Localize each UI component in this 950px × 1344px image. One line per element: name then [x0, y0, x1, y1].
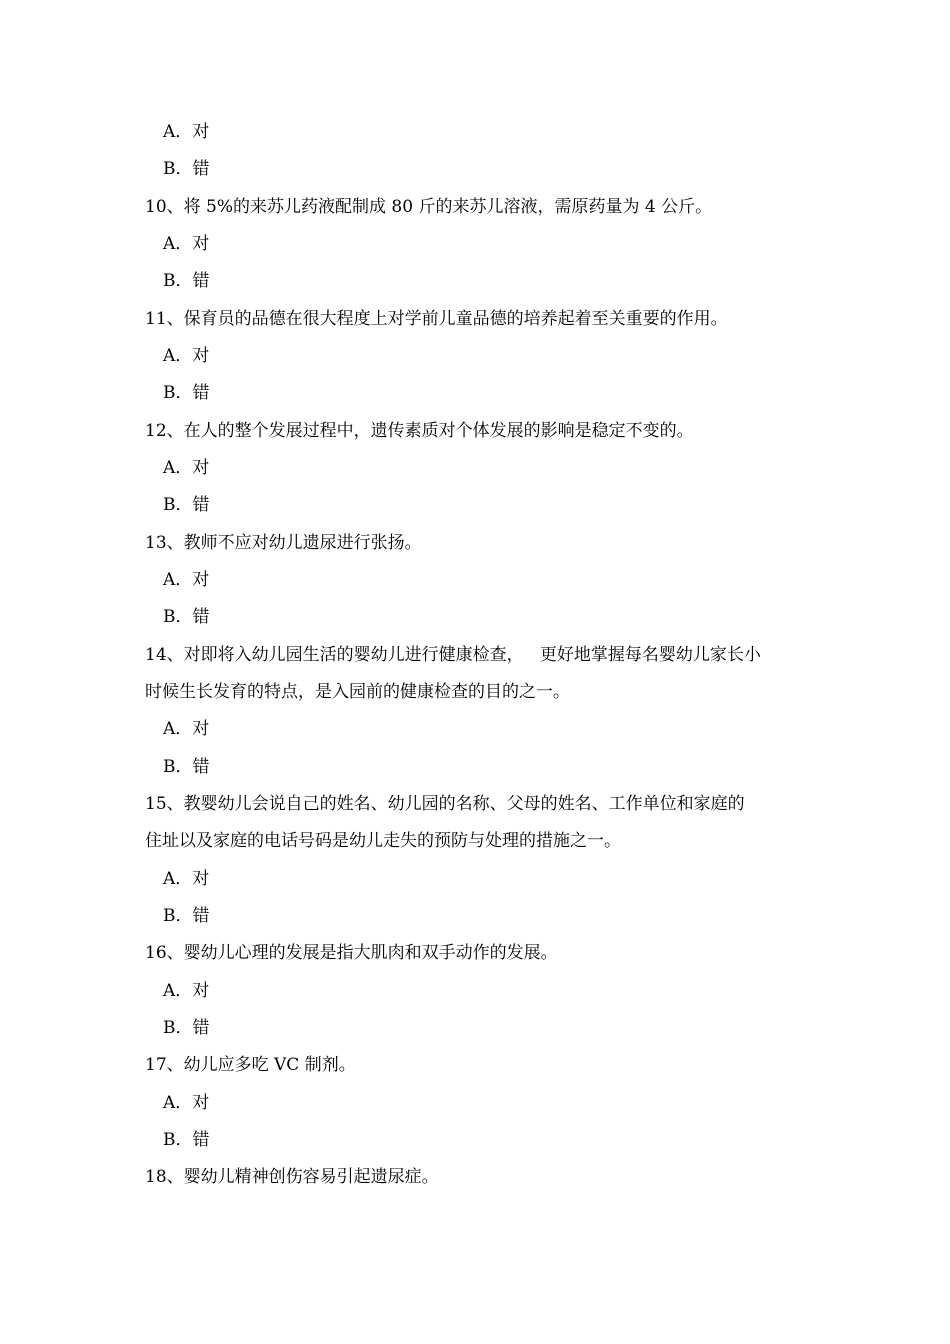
option-b-q12: B．错 [163, 495, 210, 515]
question-10: 10、将 5%的来苏儿药液配制成 80 斤的来苏儿溶液，需原药量为 4 公斤。 [145, 197, 713, 217]
option-a-q15: A．对 [163, 869, 210, 889]
question-15-line-2: 住址以及家庭的电话号码是幼儿走失的预防与处理的措施之一。 [145, 831, 621, 851]
question-14-line-2: 时候生长发育的特点，是入园前的健康检查的目的之一。 [145, 682, 570, 702]
question-17: 17、幼儿应多吃 VC 制剂。 [145, 1055, 356, 1075]
option-a-q12: A．对 [163, 458, 210, 478]
question-14-line-1: 14、对即将入幼儿园生活的婴幼儿进行健康检查， 更好地掌握每名婴幼儿家长小 [145, 645, 761, 665]
question-15-line-1: 15、教婴幼儿会说自己的姓名、幼儿园的名称、父母的姓名、工作单位和家庭的 [145, 794, 745, 814]
option-b-q17: B．错 [163, 1130, 210, 1150]
option-b-q11: B．错 [163, 383, 210, 403]
option-b-q16: B．错 [163, 1018, 210, 1038]
option-a-q13: A．对 [163, 570, 210, 590]
option-b-q10: B．错 [163, 271, 210, 291]
option-b-q9: B．错 [163, 159, 210, 179]
option-b-q15: B．错 [163, 906, 210, 926]
question-11: 11、保育员的品德在很大程度上对学前儿童品德的培养起着至关重要的作用。 [145, 309, 728, 329]
option-b-q13: B．错 [163, 607, 210, 627]
question-12: 12、在人的整个发展过程中，遗传素质对个体发展的影响是稳定不变的。 [145, 421, 694, 441]
option-a-q11: A．对 [163, 346, 210, 366]
option-a-q9: A．对 [163, 122, 210, 142]
option-a-q14: A．对 [163, 719, 210, 739]
option-a-q10: A．对 [163, 234, 210, 254]
question-13: 13、教师不应对幼儿遗尿进行张扬。 [145, 533, 422, 553]
option-a-q16: A．对 [163, 981, 210, 1001]
question-16: 16、婴幼儿心理的发展是指大肌肉和双手动作的发展。 [145, 943, 558, 963]
option-b-q14: B．错 [163, 757, 210, 777]
question-18: 18、婴幼儿精神创伤容易引起遗尿症。 [145, 1167, 439, 1187]
option-a-q17: A．对 [163, 1093, 210, 1113]
